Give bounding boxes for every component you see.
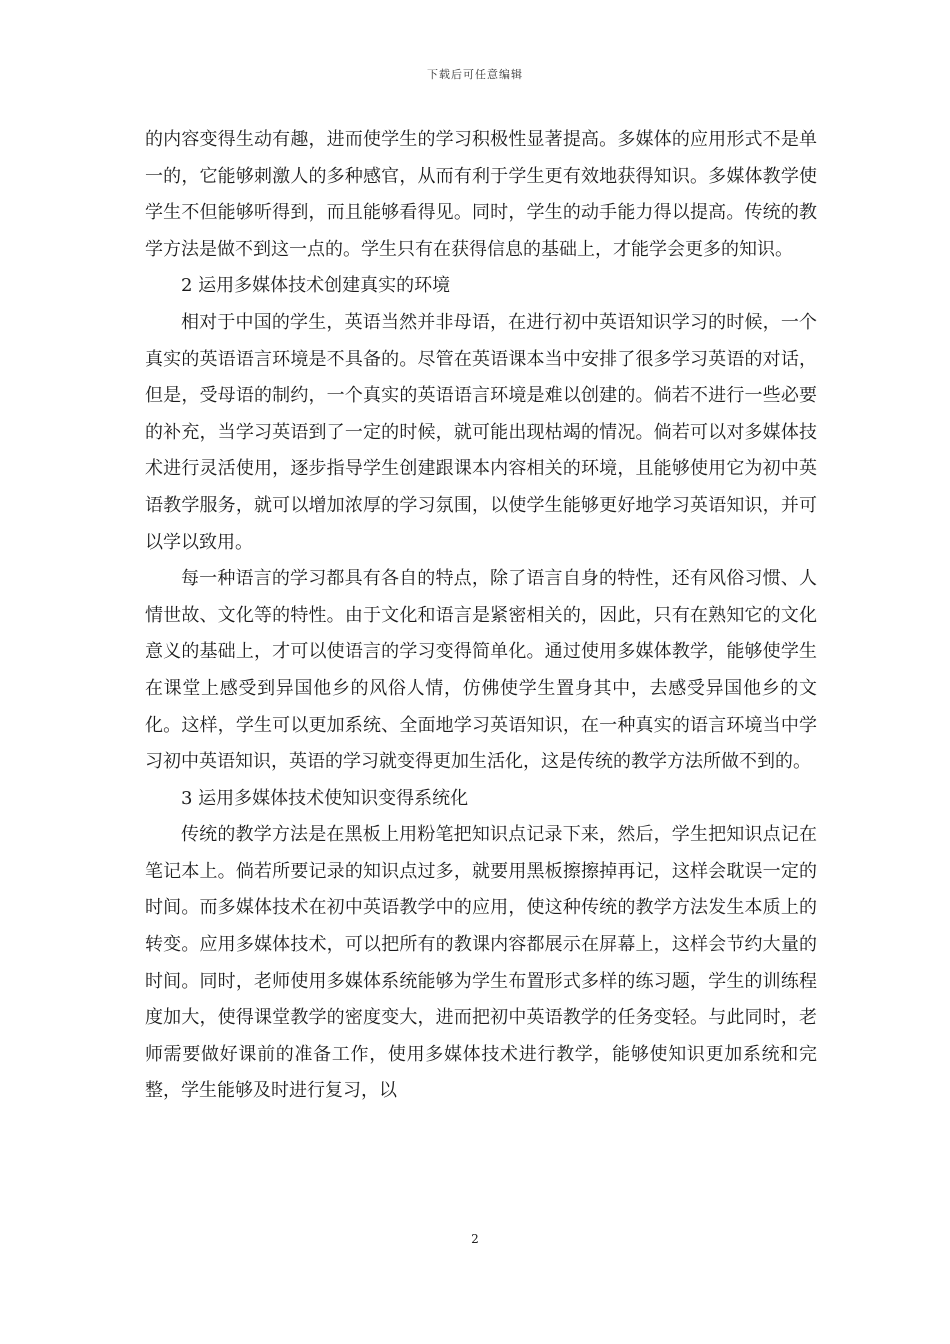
- paragraph: 的内容变得生动有趣，进而使学生的学习积极性显著提高。多媒体的应用形式不是单一的，它能够刺激人的多种感官，从而有利于学生更有效地获得知识。多媒体教学使学生不但能够听得到，而且能够看得见。同时，学生的动手能力得以提高。传统的教学方法是做不到这一点的。学生只有在获得信息的基础上，才能学会更多的知识。: [145, 129, 817, 260]
- paragraph: 每一种语言的学习都具有各自的特点，除了语言自身的特性，还有风俗习惯、人情世故、文化等的特性。由于文化和语言是紧密相关的，因此，只有在熟知它的文化意义的基础上，才可以使语言的学习变得简单化。通过使用多媒体教学，能够使学生在课堂上感受到异国他乡的风俗人情，仿佛使学生置身其中，去感受异国他乡的文化。这样，学生可以更加系统、全面地学习英语知识，在一种真实的语言环境当中学习初中英语知识，英语的学习就变得更加生活化，这是传统的教学方法所做不到的。: [145, 568, 817, 773]
- body-text: [145, 122, 817, 1110]
- paragraph: 传统的教学方法是在黑板上用粉笔把知识点记录下来，然后，学生把知识点记在笔记本上。倘若所要记录的知识点过多，就要用黑板擦擦掉再记，这样会耽误一定的时间。而多媒体技术在初中英语教学中的应用，使这种传统的教学方法发生本质上的转变。应用多媒体技术，可以把所有的教课内容都展示在屏幕上，这样会节约大量的时间。同时，老师使用多媒体系统能够为学生布置形式多样的练习题，学生的训练程度加大，使得课堂教学的密度变大，进而把初中英语教学的任务变轻。与此同时，老师需要做好课前的准备工作，使用多媒体技术进行教学，能够使知识更加系统和完整，学生能够及时进行复习，以: [145, 824, 817, 1102]
- section-heading: 2 运用多媒体技术创建真实的环境: [181, 275, 451, 297]
- paragraph: 相对于中国的学生，英语当然并非母语，在进行初中英语知识学习的时候，一个真实的英语语言环境是不具备的。尽管在英语课本当中安排了很多学习英语的对话，但是，受母语的制约，一个真实的英语语言环境是难以创建的。倘若不进行一些必要的补充，当学习英语到了一定的时候，就可能出现枯竭的情况。倘若可以对多媒体技术进行灵活使用，逐步指导学生创建跟课本内容相关的环境，且能够使用它为初中英语教学服务，就可以增加浓厚的学习氛围，以使学生能够更好地学习英语知识，并可以学以致用。: [145, 311, 817, 553]
- page-number: 2: [471, 1232, 479, 1246]
- section-heading: 3 运用多媒体技术使知识变得系统化: [181, 787, 469, 809]
- page-header: 下载后可任意编辑: [427, 68, 523, 81]
